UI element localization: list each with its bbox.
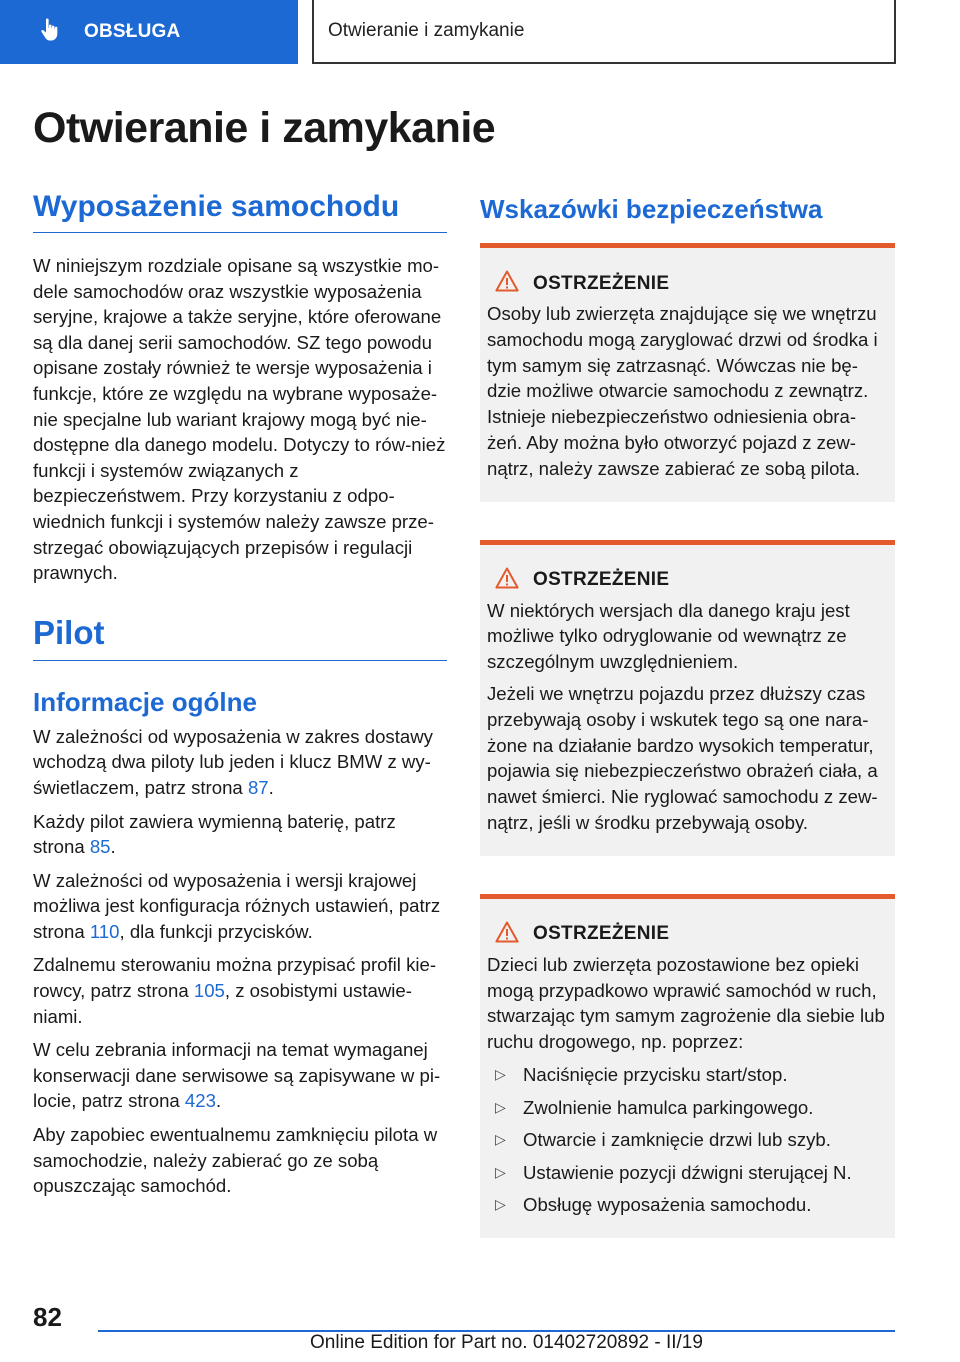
- warning-text: W niektórych wersjach dla danego kraju jest możliwe tylko odryglowanie od wewnątrz ze szczególnym uwzględnieniem.: [487, 599, 850, 673]
- warning-text: Osoby lub zwierzęta znajdujące się we wnętrzu samochodu mogą zaryglować drzwi od środka i tym samym się zatrzasnąć. Wówczas nie bę-dzie możliwe otwarcie samochodu z zewnątrz. Istnieje niebezpieczeństwo odniesienia obra-żeń. Aby można było otworzyć pojazd z zew-nątrz, należy zawsze zabierać ze sobą pilota.: [487, 303, 878, 479]
- list-item: ▷ Naciśnięcie przycisku start/stop.: [487, 1062, 887, 1088]
- page-link-105[interactable]: 105: [193, 980, 225, 1002]
- warning-text: Dzieci lub zwierzęta pozostawione bez opieki mogą przypadkowo wprawić samochód w ruch, stwarzając tym samym zagrożenie dla siebie lub ruchu drogowego, np. poprzez:: [487, 953, 885, 1053]
- footer-edition: Online Edition for Part no. 01402720892 - II/19: [310, 1332, 703, 1353]
- warning-list: [487, 1062, 887, 1218]
- triangle-bullet-icon: ▷: [495, 1131, 506, 1148]
- heading-equipment: Wyposażenie samochodu: [33, 190, 447, 233]
- paragraph-service: W celu zebrania informacji na temat wymaganej konserwacji dane serwisowe są zapisywane w pi-locie, patrz strona 423.: [33, 1039, 441, 1112]
- header-tab-obsluga[interactable]: [0, 0, 298, 64]
- warning-box-2: [480, 540, 895, 856]
- warning-header: [487, 921, 887, 948]
- warning-triangle-icon: [495, 567, 519, 594]
- warning-title: OSTRZEŻENIE: [533, 569, 670, 591]
- paragraph-delivery: W zależności od wyposażenia w zakres dostawy wchodzą dwa piloty lub jeden i klucz BMW z wy-świetlaczem, patrz strona 87.: [33, 725, 433, 798]
- page-link-87[interactable]: 87: [247, 776, 269, 798]
- warning-text: Jeżeli we wnętrzu pojazdu przez dłuższy czas przebywają osoby i wskutek tego są one nara-żone na działanie bardzo wysokich temperatur, pojawia się niebezpieczeństwo obrażeń ciała, a nawet śmierci. Nie ryglować samochodu z zew-nątrz, jeśli w środku przebywają osoby.: [487, 682, 878, 833]
- triangle-bullet-icon: ▷: [495, 1196, 506, 1213]
- header-section-title: Otwieranie i zamykanie: [312, 0, 896, 64]
- right-column: [480, 190, 895, 1238]
- left-column: [33, 190, 447, 1199]
- warning-title: OSTRZEŻENIE: [533, 923, 670, 945]
- triangle-bullet-icon: ▷: [495, 1065, 506, 1082]
- page-number: 82: [33, 1302, 62, 1332]
- list-item: ▷ Zwolnienie hamulca parkingowego.: [487, 1095, 887, 1121]
- warning-box-3: [480, 894, 895, 1238]
- paragraph-battery: Każdy pilot zawiera wymienną baterię, patrz strona 85.: [33, 810, 396, 858]
- hand-pointer-icon: [40, 17, 62, 48]
- triangle-bullet-icon: ▷: [495, 1163, 506, 1180]
- warning-title: OSTRZEŻENIE: [533, 272, 670, 294]
- page-link-110[interactable]: 110: [89, 920, 120, 942]
- paragraph-equipment: W niniejszym rozdziale opisane są wszystkie mo-dele samochodów oraz wszystkie wyposażenia seryjne, krajowe a także seryjne, które oferowane są dla danej serii samochodów. SZ tego powodu opisane zostały również te wersje wyposażenia i funkcje, które ze względu na wybrane wyposaże-nie specjalne lub wariant krajowy mogą być nie-dostępne dla danego modelu. Dotyczy to rów-nież funkcji i systemów związanych z bezpieczeństwem. Przy korzystaniu z odpo-wiednich funkcji i systemów należy zawsze prze-strzegać obowiązujących przepisów i regulacji prawnych.: [33, 255, 446, 584]
- page-title: Otwieranie i zamykanie: [33, 104, 496, 152]
- warning-triangle-icon: [495, 921, 519, 948]
- paragraph-settings: W zależności od wyposażenia i wersji krajowej możliwa jest konfiguracja różnych ustawień, patrz strona 110, dla funkcji przycisków.: [33, 869, 441, 942]
- triangle-bullet-icon: ▷: [495, 1098, 506, 1115]
- paragraph-profile: Zdalnemu sterowaniu można przypisać profil kie-rowcy, patrz strona 105, z osobistymi ustawie-niami.: [33, 954, 437, 1027]
- warning-box-1: [480, 243, 895, 502]
- warning-header: [487, 567, 887, 594]
- header-tab-label: OBSŁUGA: [84, 21, 181, 42]
- page-link-85[interactable]: 85: [89, 836, 111, 858]
- list-item: ▷ Obsługę wyposażenia samochodu.: [487, 1192, 887, 1218]
- list-item: ▷ Otwarcie i zamknięcie drzwi lub szyb.: [487, 1127, 887, 1153]
- warning-triangle-icon: [495, 270, 519, 297]
- heading-pilot: Pilot: [33, 614, 447, 661]
- warning-header: [487, 270, 887, 297]
- list-item: ▷ Ustawienie pozycji dźwigni sterującej N.: [487, 1160, 887, 1186]
- page-link-423[interactable]: 423: [184, 1090, 216, 1112]
- paragraph-lock-in: Aby zapobiec ewentualnemu zamknięciu pilota w samochodzie, należy zabierać go ze sobą opuszczając samochód.: [33, 1124, 438, 1197]
- heading-safety: Wskazówki bezpieczeństwa: [480, 194, 823, 224]
- heading-general-info: Informacje ogólne: [33, 686, 257, 717]
